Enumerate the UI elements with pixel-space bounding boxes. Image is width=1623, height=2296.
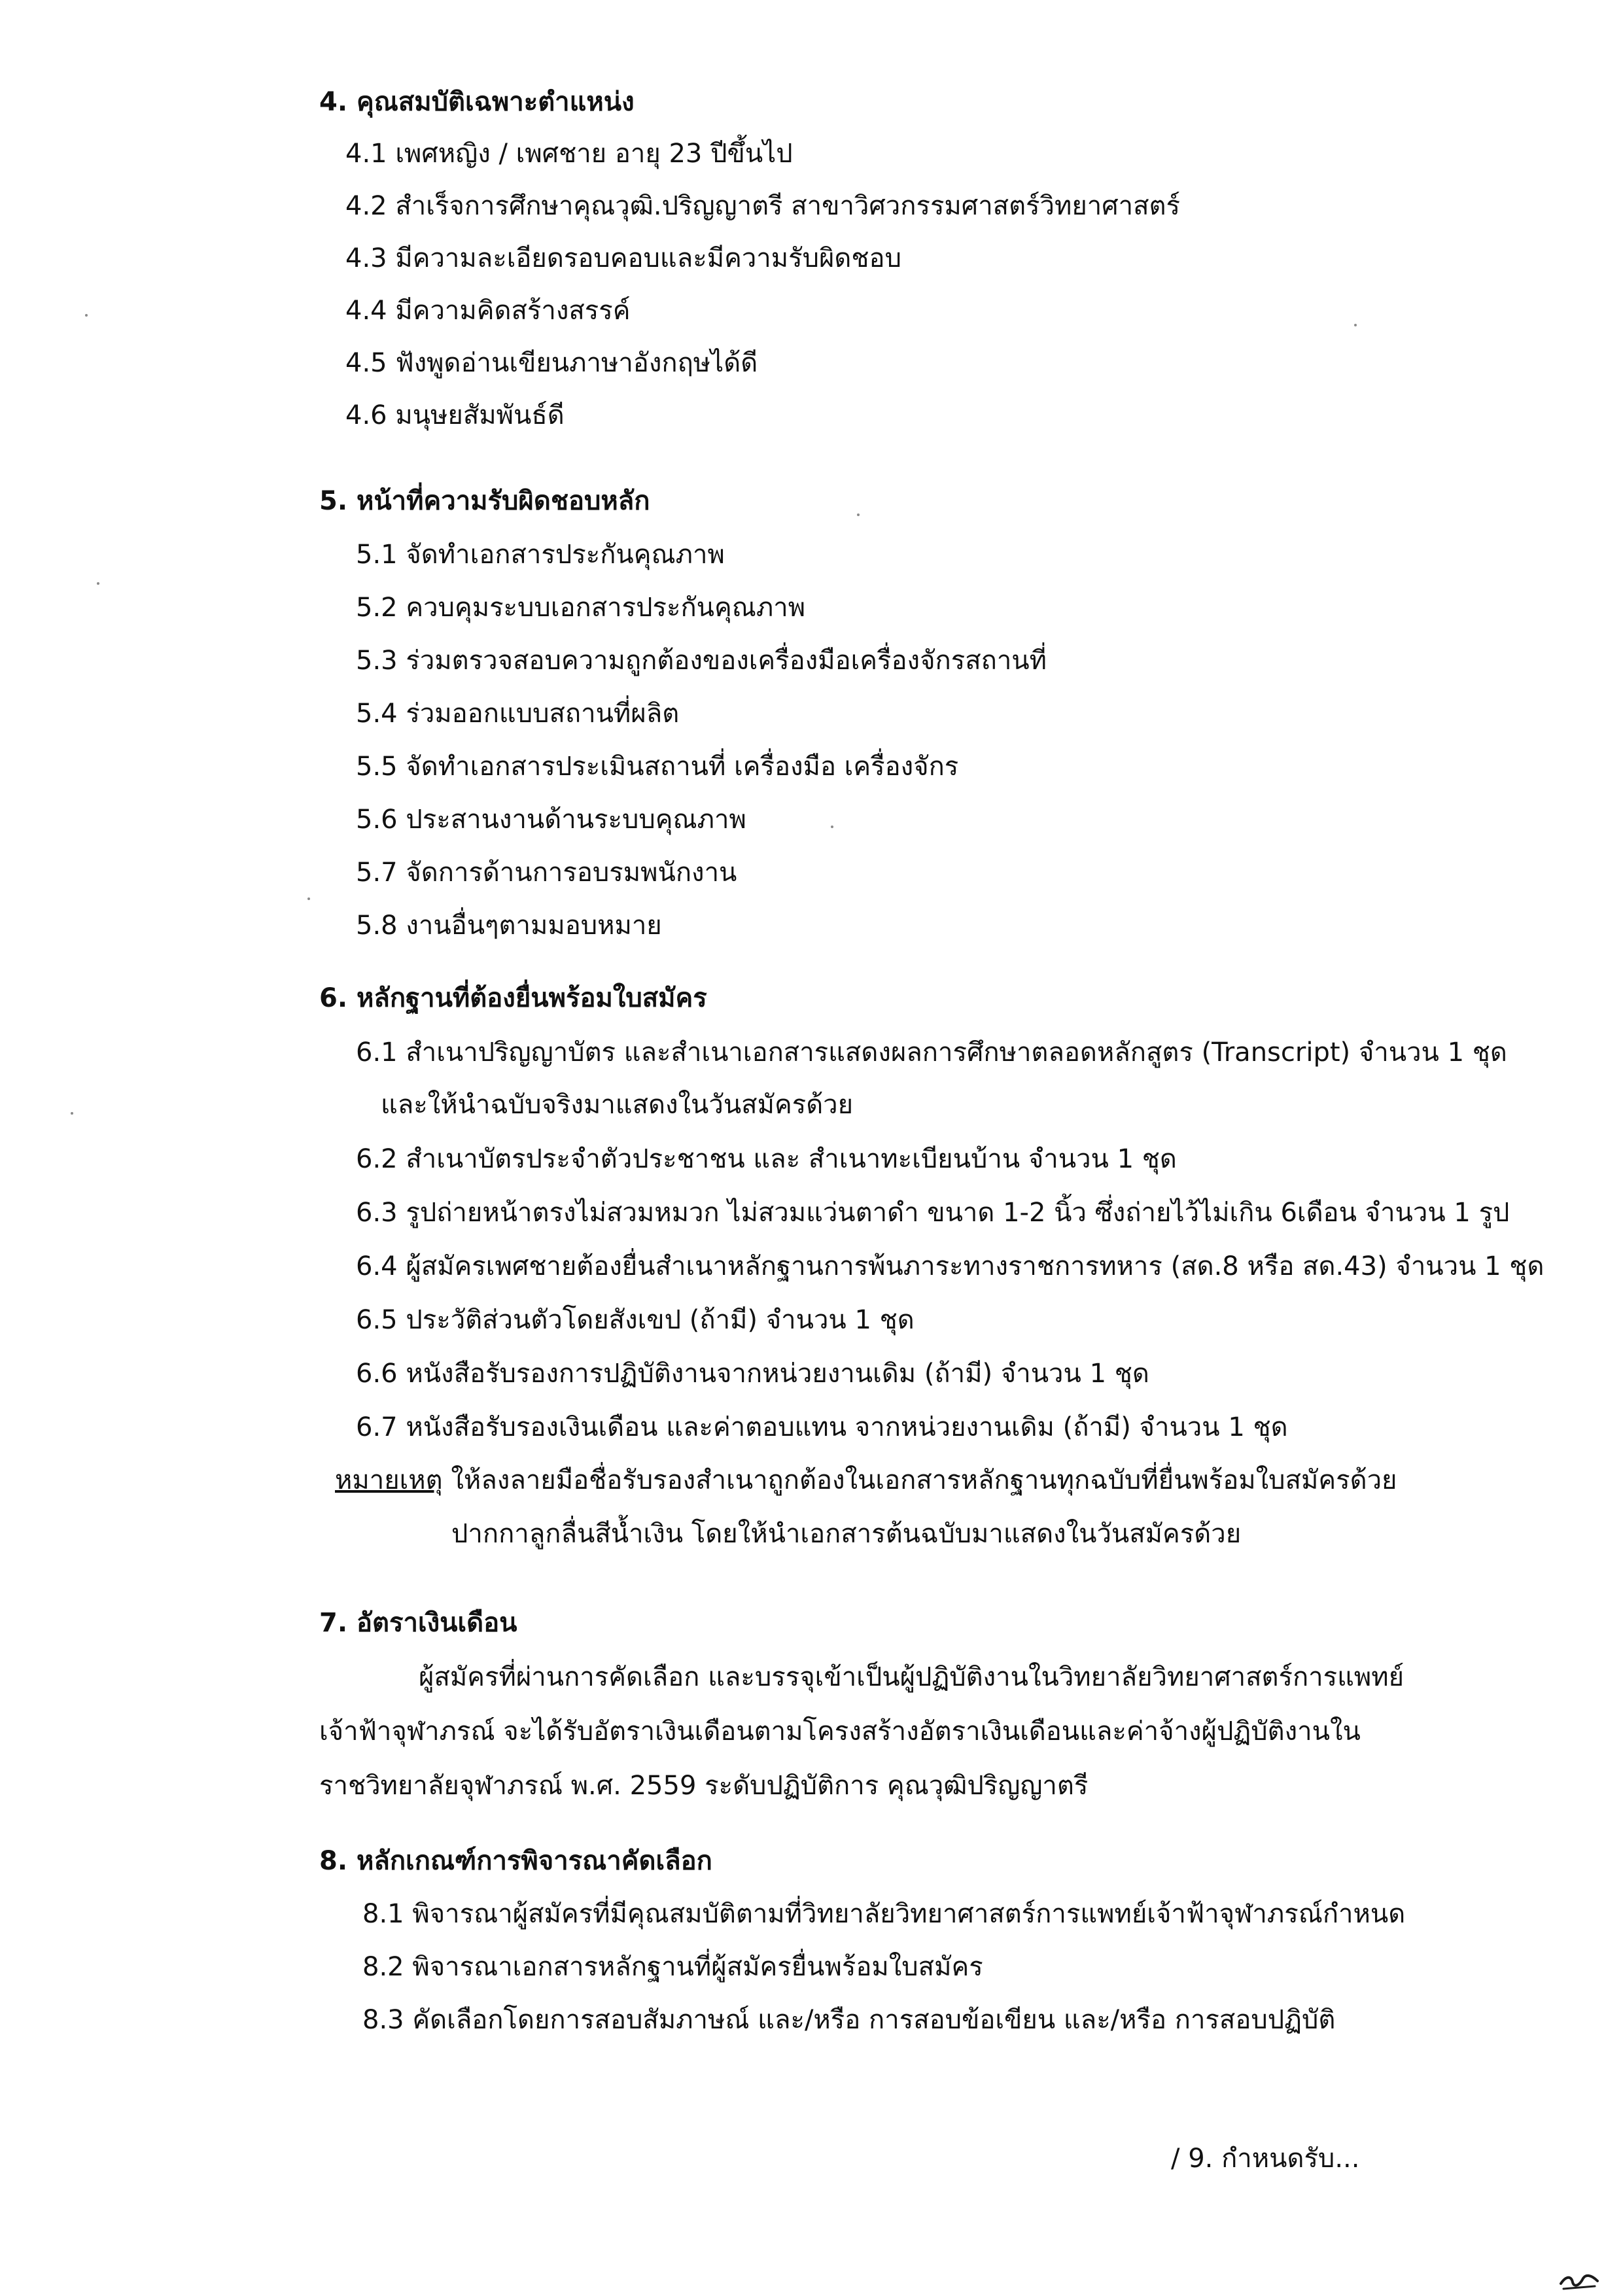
list-item: 6.5 ประวัติส่วนตัวโดยสังเขป (ถ้ามี) จำนวน 1 ชุด (356, 1305, 915, 1335)
section-6-heading: 6. หลักฐานที่ต้องยื่นพร้อมใบสมัคร (319, 983, 707, 1013)
paragraph-line: ราชวิทยาลัยจุฬาภรณ์ พ.ศ. 2559 ระดับปฏิบัติการ คุณวุฒิปริญญาตรี (319, 1771, 1089, 1801)
paragraph-line: เจ้าฟ้าจุฬาภรณ์ จะได้รับอัตราเงินเดือนตามโครงสร้างอัตราเงินเดือนและค่าจ้างผู้ปฏิบัติงานใน (319, 1716, 1361, 1747)
list-item: 5.4 ร่วมออกแบบสถานที่ผลิต (356, 699, 680, 729)
list-item: 4.4 มีความคิดสร้างสรรค์ (345, 296, 631, 326)
list-item: 6.7 หนังสือรับรองเงินเดือน และค่าตอบแทน จากหน่วยงานเดิม (ถ้ามี) จำนวน 1 ชุด (356, 1412, 1288, 1442)
note-text: ให้ลงลายมือชื่อรับรองสำเนาถูกต้องในเอกสารหลักฐานทุกฉบับที่ยื่นพร้อมใบสมัครด้วย (451, 1465, 1397, 1495)
list-item: 4.6 มนุษยสัมพันธ์ดี (345, 400, 565, 430)
list-item: 6.1 สำเนาปริญญาบัตร และสำเนาเอกสารแสดงผลการศึกษาตลอดหลักสูตร (Transcript) จำนวน 1 ชุด (356, 1037, 1507, 1068)
note-continuation: ปากกาลูกลื่นสีน้ำเงิน โดยให้นำเอกสารต้นฉบับมาแสดงในวันสมัครด้วย (451, 1519, 1242, 1549)
scan-speck (857, 513, 860, 516)
list-item: 5.7 จัดการด้านการอบรมพนักงาน (356, 858, 737, 888)
section-4-heading: 4. คุณสมบัติเฉพาะตำแหน่ง (319, 87, 635, 117)
list-item: 4.5 ฟังพูดอ่านเขียนภาษาอังกฤษได้ดี (345, 348, 758, 378)
list-item: 5.6 ประสานงานด้านระบบคุณภาพ (356, 805, 746, 835)
list-item: 4.1 เพศหญิง / เพศชาย อายุ 23 ปีขึ้นไป (345, 139, 793, 169)
list-item: 5.5 จัดทำเอกสารประเมินสถานที่ เครื่องมือ เครื่องจักร (356, 752, 959, 782)
list-item: 5.1 จัดทำเอกสารประกันคุณภาพ (356, 540, 725, 570)
list-item: 4.3 มีความละเอียดรอบคอบและมีความรับผิดชอบ (345, 243, 901, 273)
list-item-continuation: และให้นำฉบับจริงมาแสดงในวันสมัครด้วย (381, 1090, 854, 1120)
section-8-heading: 8. หลักเกณฑ์การพิจารณาคัดเลือก (319, 1846, 712, 1876)
scan-speck (97, 582, 99, 585)
handwritten-page-mark-icon (1557, 2267, 1603, 2293)
list-item: 4.2 สำเร็จการศึกษาคุณวุฒิ.ปริญญาตรี สาขาวิศวกรรมศาสตร์วิทยาศาสตร์ (345, 191, 1180, 221)
list-item: 6.2 สำเนาบัตรประจำตัวประชาชน และ สำเนาทะเบียนบ้าน จำนวน 1 ชุด (356, 1144, 1177, 1174)
scan-speck (71, 1112, 73, 1115)
continued-footer: / 9. กำหนดรับ... (1171, 2144, 1360, 2174)
list-item: 6.6 หนังสือรับรองการปฏิบัติงานจากหน่วยงานเดิม (ถ้ามี) จำนวน 1 ชุด (356, 1359, 1149, 1389)
scan-speck (831, 826, 833, 828)
scan-speck (307, 897, 310, 900)
section-5-heading: 5. หน้าที่ความรับผิดชอบหลัก (319, 486, 650, 516)
section-7-heading: 7. อัตราเงินเดือน (319, 1608, 517, 1638)
list-item: 5.3 ร่วมตรวจสอบความถูกต้องของเครื่องมือเครื่องจักรสถานที่ (356, 646, 1047, 676)
list-item: 5.2 ควบคุมระบบเอกสารประกันคุณภาพ (356, 593, 806, 623)
list-item: 5.8 งานอื่นๆตามมอบหมาย (356, 911, 662, 941)
note-label: หมายเหตุ (335, 1465, 443, 1495)
list-item: 8.1 พิจารณาผู้สมัครที่มีคุณสมบัติตามที่วิทยาลัยวิทยาศาสตร์การแพทย์เจ้าฟ้าจุฬาภรณ์กำหนด (362, 1899, 1406, 1929)
scan-speck (85, 314, 88, 317)
scan-speck (1354, 324, 1357, 326)
note-line (335, 1465, 1397, 1495)
list-item: 6.4 ผู้สมัครเพศชายต้องยื่นสำเนาหลักฐานการพ้นภาระทางราชการทหาร (สด.8 หรือ สด.43) จำนวน 1 ชุด (356, 1251, 1544, 1281)
list-item: 8.2 พิจารณาเอกสารหลักฐานที่ผู้สมัครยื่นพร้อมใบสมัคร (362, 1952, 983, 1982)
list-item: 8.3 คัดเลือกโดยการสอบสัมภาษณ์ และ/หรือ การสอบข้อเขียน และ/หรือ การสอบปฏิบัติ (362, 2005, 1336, 2035)
paragraph-line: ผู้สมัครที่ผ่านการคัดเลือก และบรรจุเข้าเป็นผู้ปฏิบัติงานในวิทยาลัยวิทยาศาสตร์การแพทย์ (419, 1662, 1405, 1692)
list-item: 6.3 รูปถ่ายหน้าตรงไม่สวมหมวก ไม่สวมแว่นตาดำ ขนาด 1-2 นิ้ว ซึ่งถ่ายไว้ไม่เกิน 6เดือน จำนวน 1 รูป (356, 1198, 1510, 1228)
